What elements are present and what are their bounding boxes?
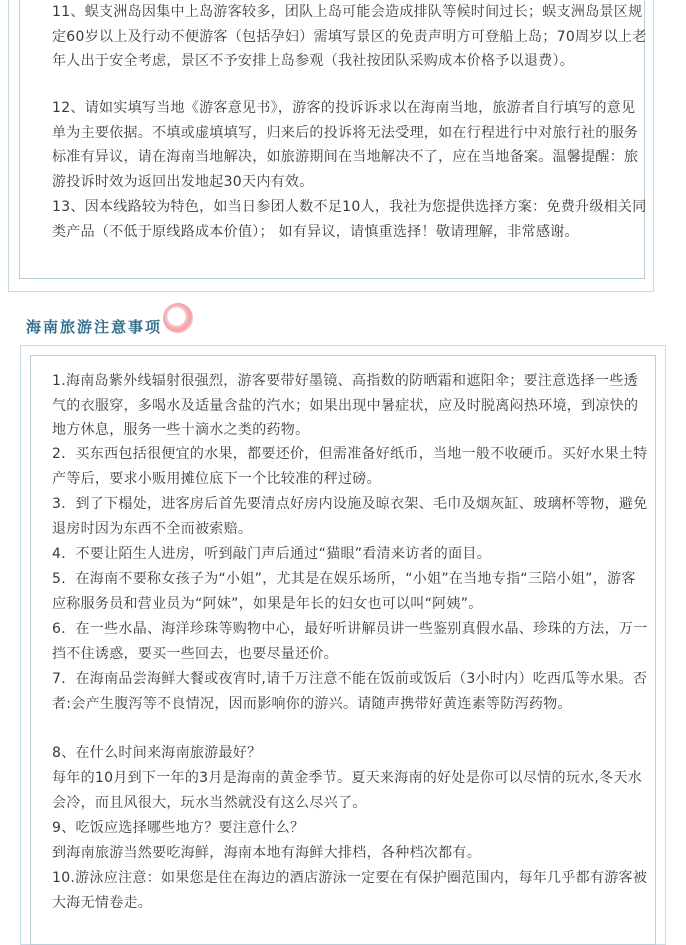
note-1: 1.海南岛紫外线辐射很强烈，游客要带好墨镜、高指数的防晒霜和遮阳伞；要注意选择一些透气的衣服穿，多喝水及适量含盐的汽水；如果出现中暑症状，应及时脱离闷热环境，到凉快的地方休息，服务一些十滴水之类的药物。	[52, 373, 639, 439]
title-decoration-circle	[163, 303, 193, 333]
note-8-question: 8、在什么时间来海南旅游最好？	[52, 745, 262, 761]
note-12: 12、请如实填写当地《游客意见书》，游客的投诉诉求以在海南当地，旅游者自行填写的意见单为主要依据。不填或虚填填写，归来后的投诉将无法受理，如在行程进行中对旅行社的服务标准有异议，请在海南当地解决，如旅游期间在当地解决不了，应在当地备案。温馨提醒：旅游投诉时效为返回出发地起30天内有效。	[52, 100, 639, 190]
note-5: 5．在海南不要称女孩子为“小姐”，尤其是在娱乐场所，“小姐”在当地专指“三陪小姐”，游客应称服务员和营业员为“阿妹”，如果是年长的妇女也可以叫“阿姨”。	[52, 571, 636, 612]
note-9-answer: 到海南旅游当然要吃海鲜，海南本地有海鲜大排档，各种档次都有。	[52, 845, 481, 861]
note-9-question: 9、吃饭应选择哪些地方？要注意什么？	[52, 820, 305, 836]
note-7: 7．在海南品尝海鲜大餐或夜宵时,请千万注意不能在饭前或饭后（3小时内）吃西瓜等水果。否者:会产生腹泻等不良情况，因而影响你的游兴。请随声携带好黄连素等防泻药物。	[52, 671, 648, 712]
note-8-answer: 每年的10月到下一年的3月是海南的黄金季节。夏天来海南的好处是你可以尽情的玩水,冬天水会冷，而且风很大，玩水当然就没有这么尽兴了。	[52, 770, 643, 811]
section-title: 海南旅游注意事项	[26, 318, 163, 336]
note-6: 6．在一些水晶、海洋珍珠等购物中心，最好听讲解员讲一些鉴别真假水晶、珍珠的方法，万一挡不住诱惑，要买一些回去，也要尽量还价。	[52, 621, 648, 662]
note-4: 4．不要让陌生人进房，听到敲门声后通过“猫眼”看清来访者的面目。	[52, 546, 492, 562]
note-13: 13、因本线路较为特色，如当日参团人数不足10人，我社为您提供选择方案：免费升级相关同类产品（不低于原线路成本价值）； 如有异议，请慎重选择！敬请理解，非常感谢。	[52, 199, 647, 240]
note-2: 2．买东西包括很便宜的水果，都要还价，但需准备好纸币，当地一般不收硬币。买好水果土特产等后，要求小贩用摊位底下一个比较准的秤过磅。	[52, 446, 648, 487]
note-11: 11、蜈支洲岛因集中上岛游客较多，团队上岛可能会造成排队等候时间过长；蜈支洲岛景区规定60岁以上及行动不便游客（包括孕妇）需填写景区的免责声明方可登船上岛；70周岁以上老年人出于安全考虑，景区不予安排上岛参观（我社按团队采购成本价格予以退费）。	[52, 4, 647, 70]
note-3: 3．到了下榻处，进客房后首先要清点好房内设施及晾衣架、毛巾及烟灰缸、玻璃杯等物，避免退房时因为东西不全而被索赔。	[52, 496, 648, 537]
note-10: 10.游泳应注意：如果您是住在海边的酒店游泳一定要在有保护圈范围内，每年几乎都有游客被大海无情卷走。	[52, 870, 648, 911]
